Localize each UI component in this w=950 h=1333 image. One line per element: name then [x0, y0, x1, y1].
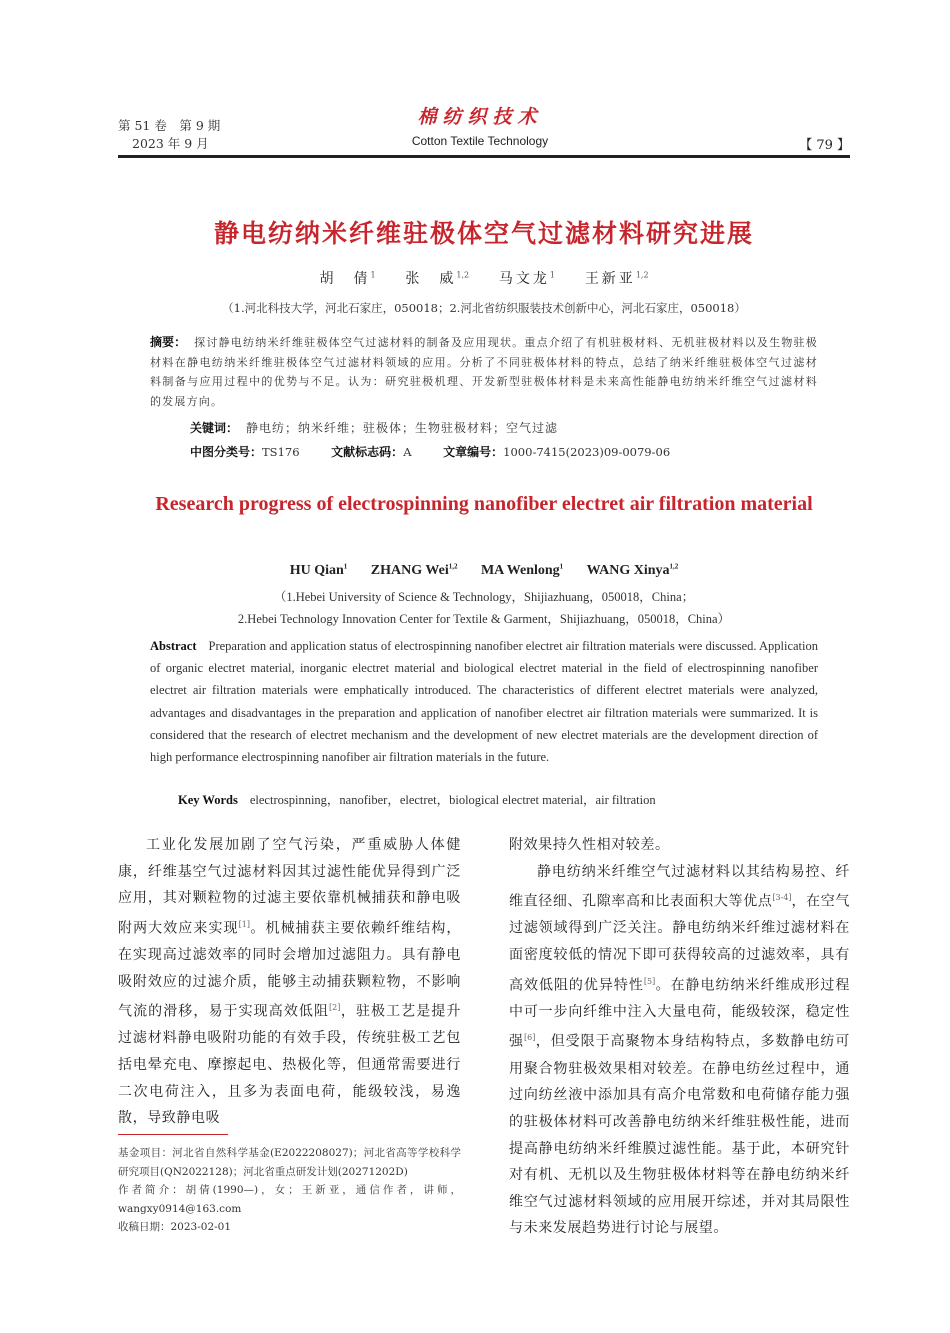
author-cn: 马文龙$^1$ — [498, 270, 555, 287]
body-column-right — [509, 832, 850, 1242]
author-cn: 胡 倩$^1$ — [319, 270, 376, 287]
header-divider — [118, 155, 850, 158]
volume-issue: 第 51 卷 第 9 期 — [118, 118, 221, 133]
abstract-en-text: Preparation and application status of electrospinning nanofiber electret air filtration materials were discussed. Application of organic electret material, inorganic electret material and biological electret material in the field of electrospinning nanofiber electret air filtration materials were emphatically introduced. The characteristics of different electret materials were analyzed, advantages and disadvantages in the preparation and application of nanofiber electret air filtration materials were summarized. It is considered that the research of electret mechanism and the development of new electret materials are the development direction of high performance electrospinning nanofiber air filtration materials in the future. — [150, 639, 818, 765]
footnote-received: 收稿日期：2023-02-01 — [118, 1221, 232, 1233]
body-column-left — [118, 832, 461, 1132]
clc-label: 中图分类号： — [190, 445, 263, 459]
footnote-author: 作者简介：胡倩(1990—)，女；王新亚，通信作者，讲师，wangxy0914@163.com — [118, 1184, 461, 1215]
author-en: MA Wenlong$^1$ — [480, 562, 564, 578]
clc-value: TS176 — [262, 445, 300, 459]
affiliation-en-line1: （1.Hebei University of Science & Technology，Shijiazhuang，050018，China； — [273, 590, 695, 604]
authors-cn — [118, 268, 850, 288]
body-paragraph-continued: 附效果持久性相对较差。 — [509, 837, 670, 853]
affiliation-cn: （1.河北科技大学，河北石家庄，050018；2.河北省纺织服装技术创新中心，河北石家庄，050018） — [222, 301, 746, 315]
keywords-cn-text: 静电纺；纳米纤维；驻极体；生物驻极材料；空气过滤 — [246, 421, 559, 435]
citation: [5] — [643, 976, 656, 986]
doc-code-value: A — [403, 445, 412, 459]
author-en: ZHANG Wei$^{1,2}$ — [370, 562, 458, 578]
abstract-cn-label: 摘要： — [150, 335, 187, 349]
keywords-en — [178, 790, 656, 808]
footnote — [118, 1144, 461, 1237]
keywords-cn — [190, 419, 558, 436]
author-cn: 王新亚$^{1,2}$ — [584, 270, 649, 287]
body-paragraph: 静电纺纳米纤维空气过滤材料以其结构易控、纤维直径细、孔隙率高和比表面积大等优点[3-4]，在空气过滤领域得到广泛关注。静电纺纳米纤维过滤材料在面密度较低的情况下即可获得较高的过滤效率，具有高效低阻的优异特性[5]。在静电纺纳米纤维成形过程中可一步向纤维中注入大量电荷，能级较深，稳定性强[6]，但受限于高聚物本身结构特点，多数静电纺可用聚合物驻极效果相对较差。在静电纺丝过程中，通过向纺丝液中添加具有高介电常数和电荷储存能力强的驻极体材料可改善静电纺纳米纤维驻极性能，进而提高静电纺纳米纤维膜过滤性能。基于此，本研究针对有机、无机以及生物驻极体材料等在静电纺纳米纤维空气过滤材料领域的应用展开综述，并对其局限性与未来发展趋势进行讨论与展望。 — [509, 863, 850, 1237]
abstract-cn — [150, 333, 818, 411]
author-en: HU Qian$^1$ — [289, 562, 348, 578]
author-en: WANG Xinya$^{1,2}$ — [586, 562, 679, 578]
citation: [2] — [329, 1003, 341, 1013]
keywords-cn-label: 关键词： — [190, 421, 239, 435]
issue-info — [118, 117, 220, 153]
issue-date: 2023 年 9 月 — [132, 136, 209, 151]
doc-code-label: 文献标志码： — [331, 445, 404, 459]
body-paragraph: 工业化发展加剧了空气污染，严重威胁人体健康，纤维基空气过滤材料因其过滤性能优异得到广泛应用，其对颗粒物的过滤主要依靠机械捕获和静电吸附两大效应来实现[1]。机械捕获主要依赖纤维结构，在实现高过滤效率的同时会增加过滤阻力。具有静电吸附效应的过滤介质，能够主动捕获颗粒物，不影响气流的滑移，易于实现高效低阻[2]，驻极工艺是提升过滤材料静电吸附功能的有效手段，传统驻极工艺包括电晕充电、摩擦起电、热极化等，但通常需要进行二次电荷注入，且多为表面电荷，能级较浅，易逸散，导致静电吸 — [118, 837, 461, 1127]
keywords-en-text: electrospinning，nanofiber，electret，biological electret material，air filtration — [249, 793, 656, 807]
page-number: 【 79 】 — [799, 138, 850, 153]
article-no-value: 1000-7415(2023)09-0079-06 — [503, 445, 671, 459]
title-en: Research progress of electrospinning nanofiber electret air filtration material — [155, 493, 813, 515]
footnote-fund: 基金项目：河北省自然科学基金(E2022208027)；河北省高等学校科学研究项目(QN2022128)；河北省重点研发计划(20271202D) — [118, 1147, 461, 1178]
journal-name-en: Cotton Textile Technology — [411, 134, 549, 148]
citation: [3-4] — [772, 893, 792, 903]
citation: [1] — [238, 919, 250, 929]
author-cn: 张 威$^{1,2}$ — [405, 270, 470, 287]
footnote-divider — [118, 1134, 228, 1135]
affiliation-en-line2: 2.Hebei Technology Innovation Center for Textile & Garment，Shijiazhuang，050018，China） — [237, 612, 731, 626]
classification-line — [190, 443, 698, 460]
journal-logo-cn: 棉纺织技术 — [417, 106, 543, 128]
citation: [6] — [523, 1033, 536, 1043]
authors-en — [118, 562, 850, 579]
title-cn: 静电纺纳米纤维驻极体空气过滤材料研究进展 — [213, 219, 754, 248]
article-no-label: 文章编号： — [443, 445, 504, 459]
abstract-cn-text: 探讨静电纺纳米纤维驻极体空气过滤材料的制备及应用现状。重点介绍了有机驻极材料、无机驻极材料以及生物驻极材料在静电纺纳米纤维驻极体空气过滤材料领域的应用。分析了不同驻极体材料的特点，总结了纳米纤维驻极体空气过滤材料制备与应用过程中的优势与不足。认为：研究驻极机理、开发新型驻极体材料是未来高性能静电纺纳米纤维空气过滤材料的发展方向。 — [150, 336, 818, 408]
abstract-en — [150, 635, 818, 768]
affiliation-en — [118, 586, 850, 630]
journal-brand — [380, 106, 580, 148]
keywords-en-label: Key Words — [178, 793, 238, 807]
abstract-en-label: Abstract — [150, 639, 197, 653]
